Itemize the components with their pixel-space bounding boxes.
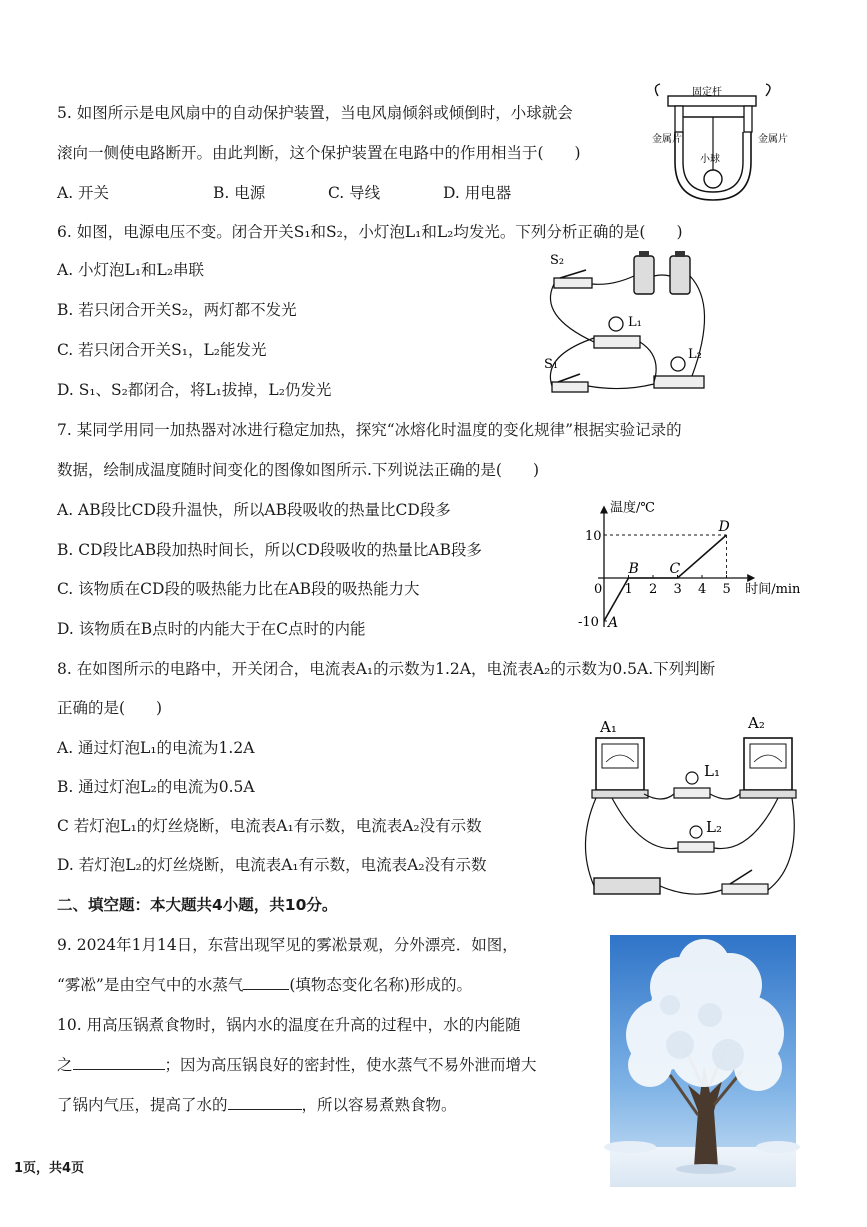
- q6-figure-s1-label: S₁: [544, 357, 559, 372]
- q5-figure-rod-label: 固定杆: [692, 87, 722, 98]
- q8-figure-l1-label: L₁: [704, 762, 720, 780]
- q7-line2: 数据，绘制成温度随时间变化的图像如图所示.下列说法正确的是( ): [57, 461, 540, 479]
- q6-circuit-figure: [542, 246, 722, 406]
- q10-line3-post: ，所以容易煮熟食物。: [301, 1096, 457, 1114]
- q6-figure-s2-label: S₂: [550, 253, 565, 268]
- x-tick-label: 4: [698, 582, 707, 597]
- q10-answer-blank-2[interactable]: [228, 1095, 302, 1110]
- q9-line2-pre: “雾凇”是由空气中的水蒸气: [57, 976, 244, 994]
- q5-option-d: D. 用电器: [443, 184, 512, 202]
- q7-option-c: C. 该物质在CD段的吸热能力比在AB段的吸热能力大: [57, 580, 420, 598]
- q9-answer-blank[interactable]: [243, 975, 289, 990]
- x-tick-label: 5: [722, 582, 731, 597]
- q10-answer-blank-1[interactable]: [73, 1055, 165, 1070]
- q8-option-d: D. 若灯泡L₂的灯丝烧断，电流表A₁有示数，电流表A₂没有示数: [57, 856, 487, 874]
- x-tick-label: 1: [624, 582, 633, 597]
- q10-line1: 10. 用高压锅煮食物时，锅内水的温度在升高的过程中，水的内能随: [57, 1016, 521, 1034]
- q6-figure-l2-label: L₂: [688, 347, 702, 362]
- q8-line1: 8. 在如图所示的电路中，开关闭合，电流表A₁的示数为1.2A，电流表A₂的示数为0.5A.下列判断: [57, 660, 716, 678]
- q6-option-c: C. 若只闭合开关S₁，L₂能发光: [57, 341, 267, 359]
- q6-option-a: A. 小灯泡L₁和L₂串联: [57, 261, 205, 279]
- point-label-c: C: [669, 561, 681, 577]
- point-label-b: B: [628, 561, 639, 577]
- q10-line3-pre: 了锅内气压，提高了水的: [57, 1096, 228, 1114]
- q6-figure-l1-label: L₁: [628, 315, 642, 330]
- q8-line2: 正确的是( ): [57, 699, 163, 717]
- q8-figure-l2-label: L₂: [706, 818, 722, 836]
- q8-option-b: B. 通过灯泡L₂的电流为0.5A: [57, 778, 255, 796]
- q5-option-a: A. 开关: [57, 184, 110, 202]
- q9-line1: 9. 2024年1月14日，东营出现罕见的雾凇景观，分外漂亮．如图，: [57, 936, 518, 954]
- q8-option-a: A. 通过灯泡L₁的电流为1.2A: [57, 739, 255, 757]
- point-label-a: A: [608, 615, 619, 631]
- x-tick-label: 3: [673, 582, 682, 597]
- q5-figure-right-label: 金属片: [758, 134, 788, 145]
- x-axis-arrow: [747, 574, 755, 582]
- q5-line1: 5. 如图所示是电风扇中的自动保护装置，当电风扇倾斜或倾倒时，小球就会: [57, 104, 573, 122]
- page-footer: 1页，共4页: [14, 1161, 85, 1176]
- rime-tree-photo: [610, 935, 796, 1187]
- q5-option-b: B. 电源: [213, 184, 266, 202]
- x-tick-label: 2: [649, 582, 658, 597]
- q8-figure-a2-label: A₂: [748, 714, 765, 732]
- q5-protection-device-figure: [648, 82, 788, 210]
- q5-figure-left-label: 金属片: [652, 134, 682, 145]
- y-tick-label: 10: [585, 529, 602, 544]
- q10-line2-post: ；因为高压锅良好的密封性，使水蒸气不易外泄而增大: [164, 1056, 537, 1074]
- y-axis-arrow: [600, 506, 608, 514]
- y-tick-label: -10: [578, 615, 599, 630]
- q7-option-b: B. CD段比AB段加热时间长，所以CD段吸收的热量比AB段多: [57, 541, 482, 559]
- section2-title: 二、填空题：本大题共4小题，共10分。: [57, 896, 338, 914]
- q9-line2-post: (填物态变化名称)形成的。: [289, 976, 472, 994]
- q9-line2: [57, 974, 472, 996]
- q5-option-c: C. 导线: [328, 184, 381, 202]
- y-axis-label: 温度/℃: [610, 500, 655, 516]
- q5-figure-ball-label: 小球: [700, 154, 720, 165]
- x-tick-label: 0: [594, 582, 603, 597]
- q8-circuit-figure: [582, 704, 804, 904]
- x-axis-label: 时间/min: [745, 582, 801, 597]
- q10-line2: [57, 1054, 537, 1076]
- q6-option-d: D. S₁、S₂都闭合，将L₁拔掉，L₂仍发光: [57, 381, 332, 399]
- q8-option-c: C 若灯泡L₁的灯丝烧断，电流表A₁有示数，电流表A₂没有示数: [57, 817, 482, 835]
- q7-temperature-time-chart: [578, 484, 801, 640]
- q6-stem: 6. 如图，电源电压不变。闭合开关S₁和S₂，小灯泡L₁和L₂均发光。下列分析正确的是( ): [57, 223, 683, 241]
- q8-figure-a1-label: A₁: [600, 718, 617, 736]
- q7-option-a: A. AB段比CD段升温快，所以AB段吸收的热量比CD段多: [57, 501, 451, 519]
- q10-line2-pre: 之: [57, 1056, 73, 1074]
- q10-line3: [57, 1094, 457, 1116]
- chart-guide-lines: [604, 535, 727, 578]
- q5-line2: 滚向一侧使电路断开。由此判断，这个保护装置在电路中的作用相当于( ): [57, 144, 581, 162]
- q6-option-b: B. 若只闭合开关S₂，两灯都不发光: [57, 301, 297, 319]
- q7-line1: 7. 某同学用同一加热器对冰进行稳定加热，探究“冰熔化时温度的变化规律”根据实验记录的: [57, 421, 682, 439]
- q7-option-d: D. 该物质在B点时的内能大于在C点时的内能: [57, 620, 366, 638]
- point-label-d: D: [718, 519, 730, 535]
